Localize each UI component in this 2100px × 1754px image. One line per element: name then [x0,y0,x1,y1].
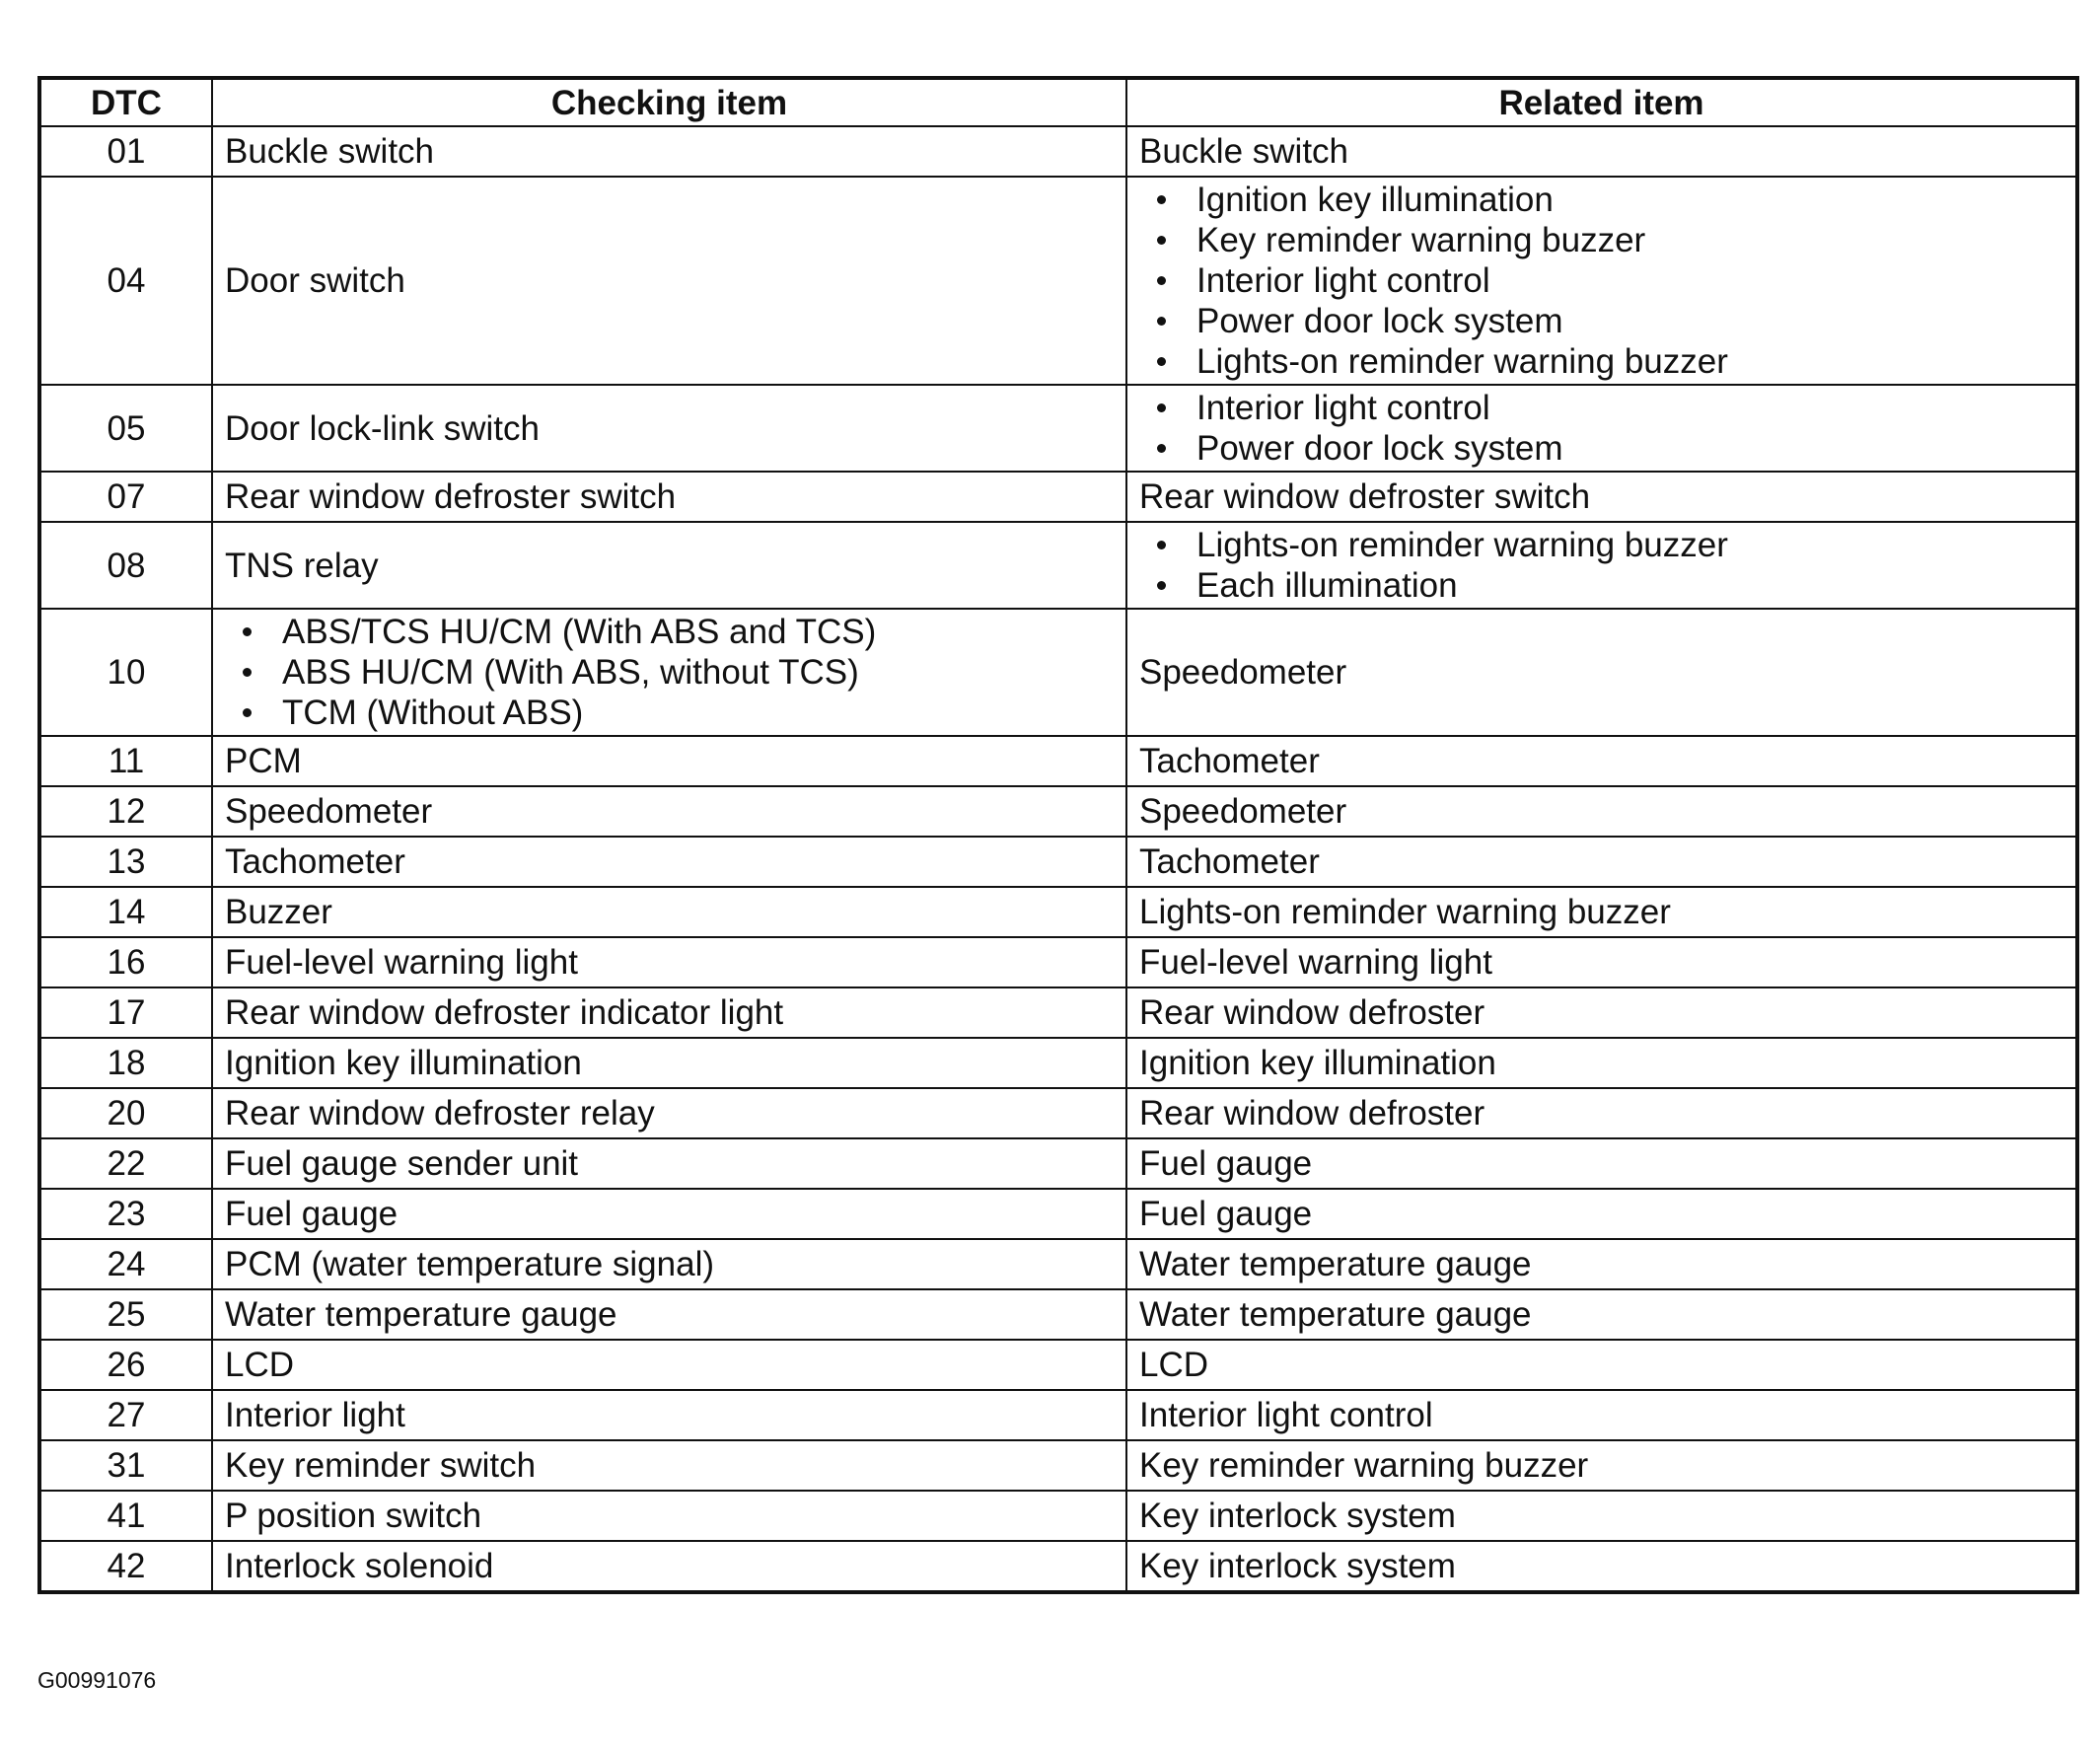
related-item-cell: Ignition key illumination [1126,1038,2077,1088]
checking-item-cell: Speedometer [212,786,1126,837]
dtc-code: 41 [39,1491,212,1541]
related-item-cell [1126,522,2077,609]
header-checking-item: Checking item [212,78,1126,126]
related-item-cell: Water temperature gauge [1126,1289,2077,1340]
table-row [39,1239,2077,1289]
header-dtc: DTC [39,78,212,126]
table-header-row [39,78,2077,126]
checking-item-cell: Interlock solenoid [212,1541,1126,1592]
related-item-cell: Tachometer [1126,837,2077,887]
checking-item-cell: TNS relay [212,522,1126,609]
table-row [39,736,2077,786]
checking-item-cell: Buzzer [212,887,1126,937]
related-item-cell: Interior light control [1126,1390,2077,1440]
bullet-item: Power door lock system [1139,428,2075,469]
checking-item-cell: Fuel gauge sender unit [212,1138,1126,1189]
dtc-code: 31 [39,1440,212,1491]
bullet-item: ABS HU/CM (With ABS, without TCS) [225,652,1125,693]
dtc-table [37,76,2079,1594]
related-item-cell: Fuel gauge [1126,1138,2077,1189]
dtc-code: 07 [39,472,212,522]
bullet-item: Interior light control [1139,260,2075,301]
table-row [39,1390,2077,1440]
bullet-list [1139,388,2075,469]
table-row [39,1491,2077,1541]
checking-item-cell [212,609,1126,736]
bullet-item: ABS/TCS HU/CM (With ABS and TCS) [225,612,1125,652]
checking-item-cell: Rear window defroster relay [212,1088,1126,1138]
related-item-cell: Key reminder warning buzzer [1126,1440,2077,1491]
dtc-code: 23 [39,1189,212,1239]
bullet-list [225,612,1125,733]
bullet-item: Power door lock system [1139,301,2075,341]
bullet-item: Each illumination [1139,565,2075,606]
table-row [39,1189,2077,1239]
table-row [39,609,2077,736]
checking-item-cell: Rear window defroster indicator light [212,987,1126,1038]
dtc-code: 17 [39,987,212,1038]
dtc-code: 26 [39,1340,212,1390]
checking-item-cell: Buckle switch [212,126,1126,177]
table-row [39,1340,2077,1390]
checking-item-cell: Interior light [212,1390,1126,1440]
related-item-cell: Rear window defroster switch [1126,472,2077,522]
table-row [39,1541,2077,1592]
related-item-cell [1126,177,2077,385]
table-row [39,385,2077,472]
table-row [39,1289,2077,1340]
table-row [39,177,2077,385]
dtc-code: 42 [39,1541,212,1592]
dtc-code: 14 [39,887,212,937]
checking-item-cell: PCM (water temperature signal) [212,1239,1126,1289]
table-row [39,837,2077,887]
dtc-code: 04 [39,177,212,385]
checking-item-cell: P position switch [212,1491,1126,1541]
checking-item-cell: Key reminder switch [212,1440,1126,1491]
bullet-item: Lights-on reminder warning buzzer [1139,341,2075,382]
bullet-item: Ignition key illumination [1139,180,2075,220]
dtc-code: 27 [39,1390,212,1440]
dtc-code: 01 [39,126,212,177]
checking-item-cell: PCM [212,736,1126,786]
related-item-cell: Rear window defroster [1126,987,2077,1038]
related-item-cell: LCD [1126,1340,2077,1390]
related-item-cell: Speedometer [1126,609,2077,736]
table-row [39,522,2077,609]
bullet-list [1139,525,2075,606]
related-item-cell: Water temperature gauge [1126,1239,2077,1289]
related-item-cell: Key interlock system [1126,1541,2077,1592]
checking-item-cell: Door lock-link switch [212,385,1126,472]
table-row [39,1038,2077,1088]
checking-item-cell: Tachometer [212,837,1126,887]
table-row [39,126,2077,177]
related-item-cell: Rear window defroster [1126,1088,2077,1138]
dtc-code: 08 [39,522,212,609]
dtc-code: 12 [39,786,212,837]
table-row [39,472,2077,522]
checking-item-cell: Rear window defroster switch [212,472,1126,522]
related-item-cell: Speedometer [1126,786,2077,837]
related-item-cell: Buckle switch [1126,126,2077,177]
table-row [39,1088,2077,1138]
figure-code: G00991076 [37,1667,157,1693]
related-item-cell: Fuel gauge [1126,1189,2077,1239]
table-row [39,786,2077,837]
checking-item-cell: Water temperature gauge [212,1289,1126,1340]
bullet-item: TCM (Without ABS) [225,693,1125,733]
related-item-cell [1126,385,2077,472]
table-row [39,987,2077,1038]
checking-item-cell: Door switch [212,177,1126,385]
dtc-code: 11 [39,736,212,786]
dtc-code: 25 [39,1289,212,1340]
dtc-code: 24 [39,1239,212,1289]
table-row [39,887,2077,937]
dtc-code: 18 [39,1038,212,1088]
dtc-code: 22 [39,1138,212,1189]
dtc-code: 05 [39,385,212,472]
bullet-item: Key reminder warning buzzer [1139,220,2075,260]
related-item-cell: Key interlock system [1126,1491,2077,1541]
checking-item-cell: Fuel gauge [212,1189,1126,1239]
table-row [39,1440,2077,1491]
bullet-item: Interior light control [1139,388,2075,428]
checking-item-cell: Fuel-level warning light [212,937,1126,987]
dtc-code: 13 [39,837,212,887]
related-item-cell: Lights-on reminder warning buzzer [1126,887,2077,937]
header-related-item: Related item [1126,78,2077,126]
table-row [39,1138,2077,1189]
table-body [39,126,2077,1592]
bullet-list [1139,180,2075,382]
table-row [39,937,2077,987]
bullet-item: Lights-on reminder warning buzzer [1139,525,2075,565]
dtc-code: 10 [39,609,212,736]
related-item-cell: Tachometer [1126,736,2077,786]
related-item-cell: Fuel-level warning light [1126,937,2077,987]
checking-item-cell: LCD [212,1340,1126,1390]
dtc-code: 20 [39,1088,212,1138]
dtc-code: 16 [39,937,212,987]
checking-item-cell: Ignition key illumination [212,1038,1126,1088]
